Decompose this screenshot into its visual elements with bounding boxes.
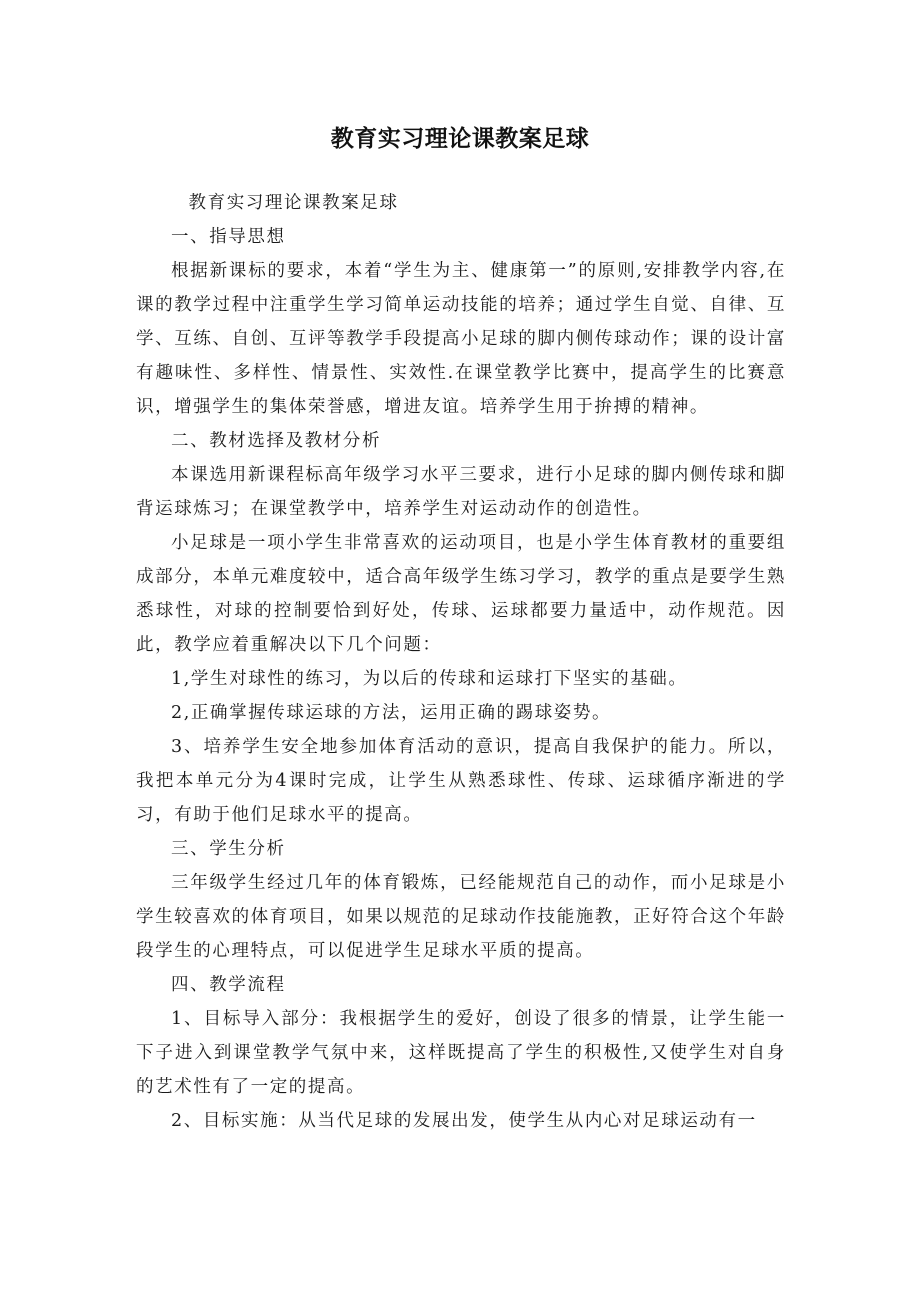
paragraph-process-step-2: 2、目标实施：从当代足球的发展出发，使学生从内心对足球运动有一 (171, 1111, 757, 1131)
list-item-2: 2,正确掌握传球运球的方法，运用正确的踢球姿势。 (171, 703, 612, 723)
paragraph-material-analysis: 小足球是一项小学生非常喜欢的运动项目，也是小学生体育教材的重要组成部分，本单元难度较中，适合高年级学生练习学习，教学的重点是要学生熟悉球性，对球的控制要恰到好处，传球、运球都要力量适中，动作规范。因此，教学应着重解决以下几个问题： (136, 533, 786, 655)
list-item-3: 3、培养学生安全地参加体育活动的意识，提高自我保护的能力。所以，我把本单元分为4课时完成，让学生从熟悉球性、传球、运球循序渐进的学习，有助于他们足球水平的提高。 (136, 737, 786, 825)
paragraph-process-step-1: 1、目标导入部分：我根据学生的爱好，创设了很多的情景，让学生能一下子进入到课堂教学气氛中来，这样既提高了学生的积极性,又使学生对自身的艺术性有了一定的提高。 (136, 1009, 786, 1097)
section-heading-material-analysis: 二、教材选择及教材分析 (171, 431, 382, 451)
document-title: 教育实习理论课教案足球 (330, 126, 590, 152)
document-body (136, 186, 786, 1138)
section-heading-teaching-process: 四、教学流程 (171, 975, 286, 995)
list-item-1: 1,学生对球性的练习，为以后的传球和运球打下坚实的基础。 (171, 669, 688, 689)
paragraph-student-analysis: 三年级学生经过几年的体育锻炼，已经能规范自己的动作，而小足球是小学生较喜欢的体育项目，如果以规范的足球动作技能施教，正好符合这个年龄段学生的心理特点，可以促进学生足球水平质的提高。 (136, 873, 786, 961)
section-heading-guiding-ideology: 一、指导思想 (171, 227, 286, 247)
paragraph-material-selection: 本课选用新课程标高年级学习水平三要求，进行小足球的脚内侧传球和脚背运球炼习；在课堂教学中，培养学生对运动动作的创造性。 (136, 465, 786, 519)
document-subtitle: 教育实习理论课教案足球 (188, 193, 399, 213)
paragraph-guiding-ideology: 根据新课标的要求，本着“学生为主、健康第一”的原则,安排教学内容,在课的教学过程中注重学生学习简单运动技能的培养；通过学生自觉、自律、互学、互练、自创、互评等教学手段提高小足球的脚内侧传球动作；课的设计富有趣味性、多样性、情景性、实效性.在课堂教学比赛中，提高学生的比赛意识，增强学生的集体荣誉感，增进友谊。培养学生用于拚搏的精神。 (136, 261, 786, 417)
section-heading-student-analysis: 三、学生分析 (171, 839, 286, 859)
